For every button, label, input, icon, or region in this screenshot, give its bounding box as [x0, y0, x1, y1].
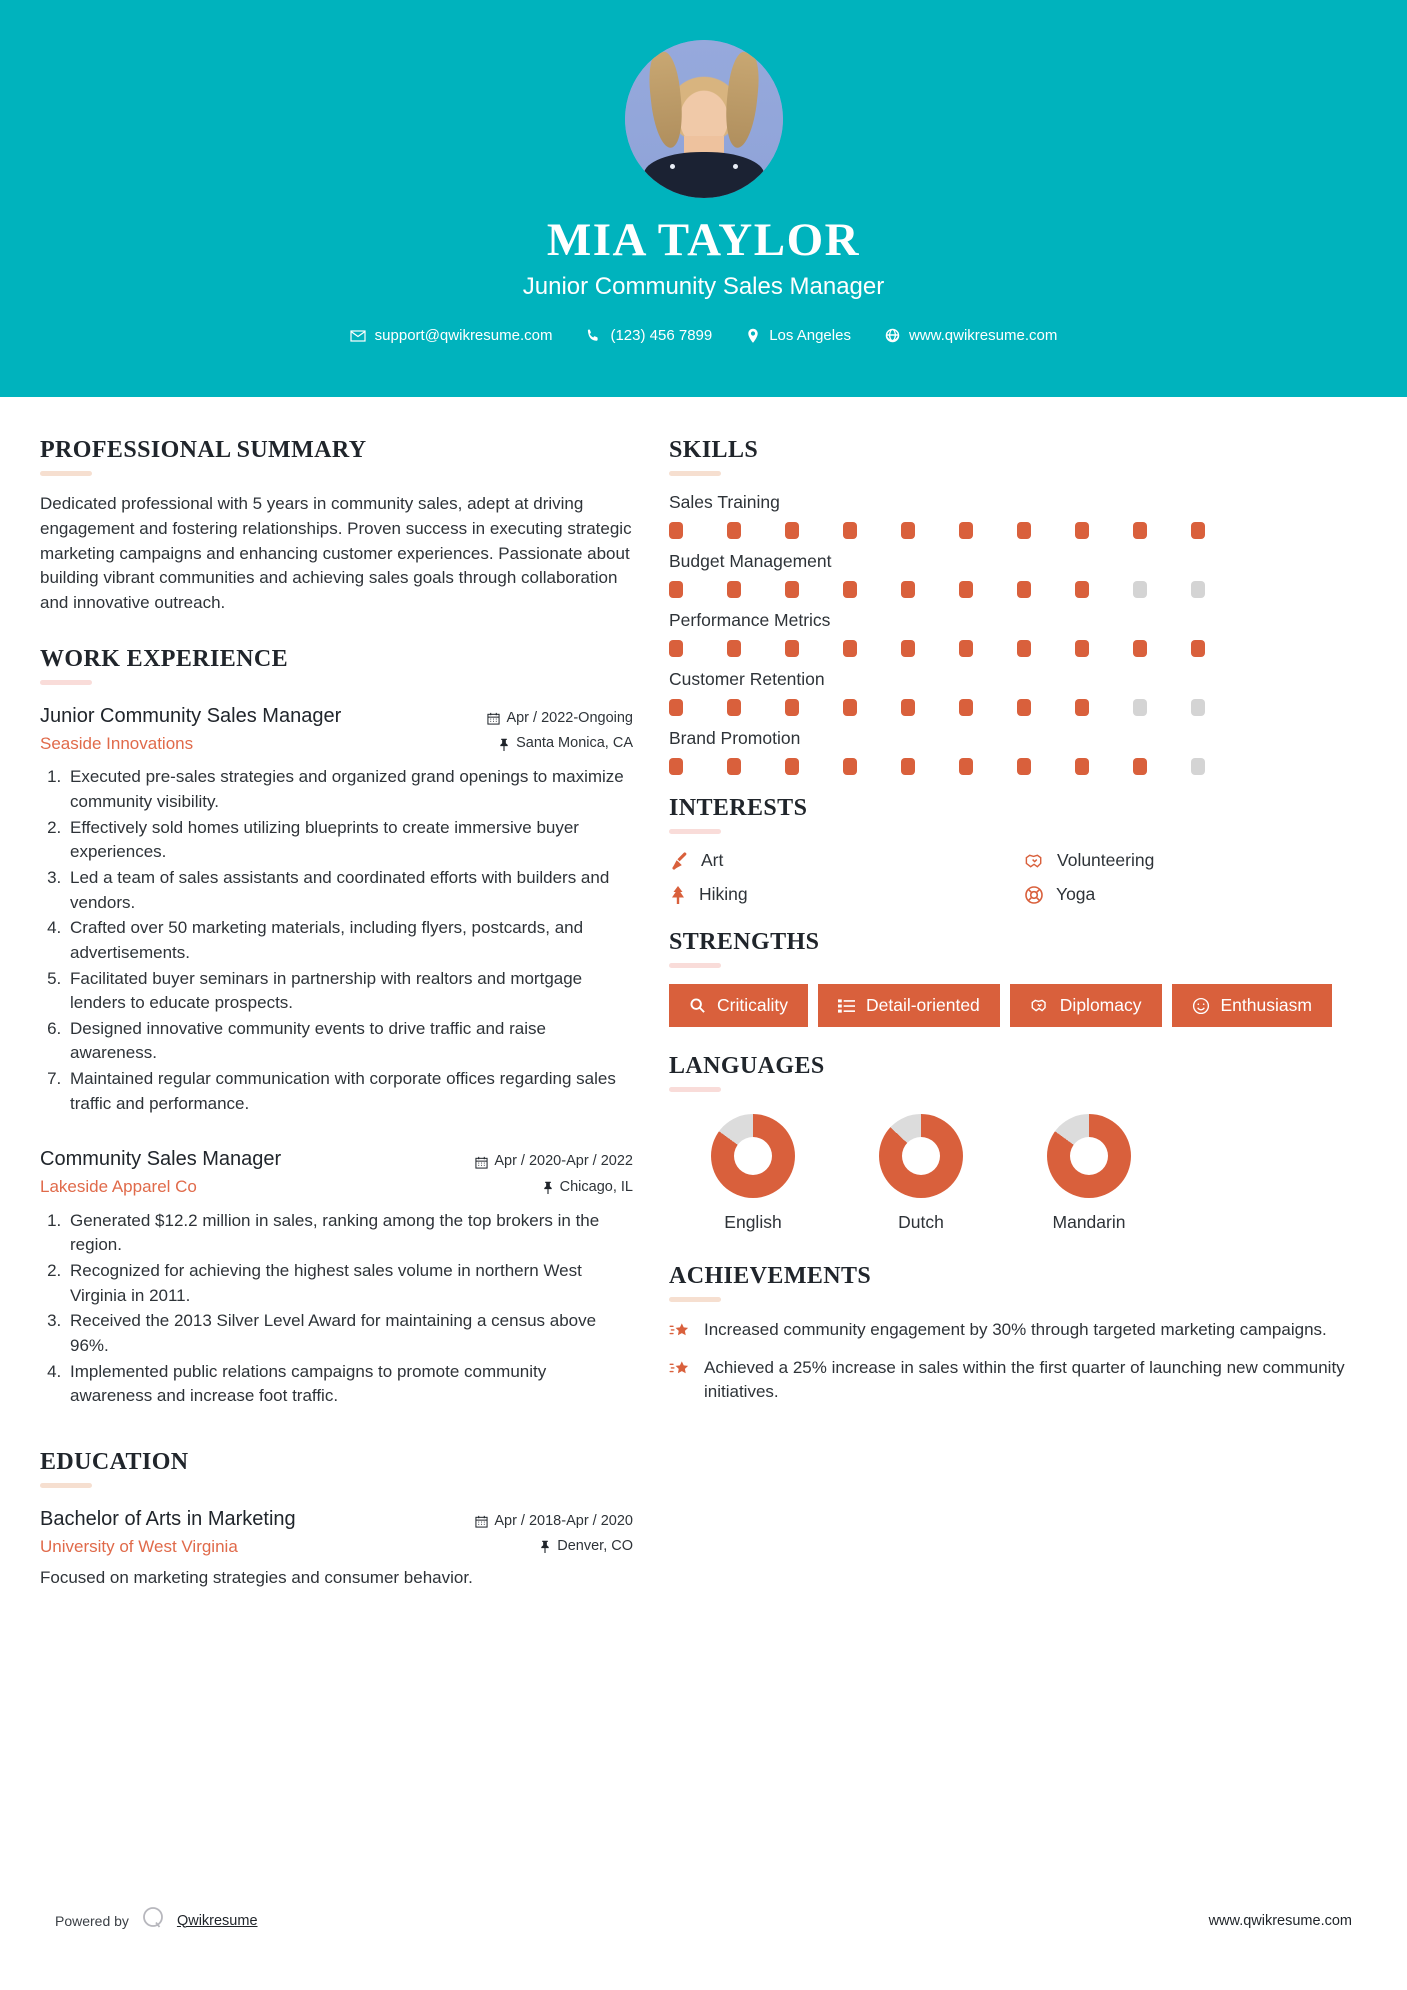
strength-tag-detail-oriented[interactable]	[818, 984, 1000, 1027]
skill-dot	[669, 640, 683, 657]
work-bullets	[40, 1209, 633, 1409]
achievement-item	[669, 1356, 1369, 1404]
strength-label: Diplomacy	[1059, 995, 1142, 1015]
education-dates-line	[475, 1509, 633, 1534]
skill-dot	[1075, 758, 1089, 775]
skill-dot	[785, 522, 799, 539]
skill-dot	[1133, 581, 1147, 598]
work-role: Community Sales Manager	[40, 1148, 282, 1171]
skill-dot	[727, 640, 741, 657]
skill-dot	[901, 699, 915, 716]
skill-item	[669, 669, 1369, 716]
section-title-languages: LANGUAGES	[669, 1053, 825, 1079]
skill-dot	[901, 758, 915, 775]
work-entry-meta	[487, 701, 633, 757]
handshake-icon	[1024, 851, 1045, 871]
education-note: Focused on marketing strategies and consumer behavior.	[40, 1568, 473, 1588]
strength-label: Criticality	[717, 995, 788, 1015]
skill-rating	[669, 522, 1369, 539]
work-bullet: 3. Led a team of sales assistants and coordinated efforts with builders and vendors.	[66, 866, 633, 915]
calendar-icon	[487, 712, 500, 725]
powered-by	[55, 1905, 258, 1936]
language-label: English	[724, 1212, 782, 1232]
section-achievements	[669, 1263, 1369, 1404]
language-item	[669, 1108, 837, 1233]
education-school: University of West Virginia	[40, 1536, 238, 1556]
education-entry	[40, 1504, 633, 1591]
skill-dot	[1017, 699, 1031, 716]
work-dates-line	[475, 1149, 633, 1174]
pushpin-icon	[539, 1540, 551, 1553]
skill-rating	[669, 581, 1369, 598]
summary-text: Dedicated professional with 5 years in community sales, adept at driving engagement and fostering relationships. Proven success in executing strategic marketing campaigns and enhancing customer experiences. Passionate about building vibrant communities and achieving sales goals through collaboration and innovative outreach.	[40, 494, 632, 613]
skill-dot	[669, 522, 683, 539]
skill-label: Sales Training	[669, 492, 780, 512]
language-donut	[1047, 1114, 1131, 1198]
section-title-education: EDUCATION	[40, 1448, 189, 1475]
right-column	[669, 437, 1369, 1418]
globe-icon	[885, 328, 900, 343]
language-item	[837, 1108, 1005, 1233]
work-bullet: 1. Generated $12.2 million in sales, ranking among the top brokers in the region.	[66, 1209, 633, 1258]
work-bullet: 6. Designed innovative community events to drive traffic and raise awareness.	[66, 1017, 633, 1066]
skill-dot	[1075, 699, 1089, 716]
work-entry	[40, 1144, 633, 1408]
work-location: Santa Monica, CA	[516, 735, 633, 752]
footer-url[interactable]: www.qwikresume.com	[1208, 1912, 1352, 1929]
skill-dot	[843, 522, 857, 539]
section-rule	[40, 471, 92, 476]
skill-item	[669, 610, 1369, 657]
skill-dot	[1017, 758, 1031, 775]
education-entry-header	[40, 1504, 633, 1560]
section-professional-summary	[40, 437, 633, 616]
star-burst-icon	[669, 1318, 691, 1342]
skill-dot	[1133, 522, 1147, 539]
map-pin-icon	[746, 328, 760, 344]
skill-dot	[1133, 640, 1147, 657]
skill-dot	[901, 522, 915, 539]
section-languages	[669, 1053, 1369, 1233]
strength-tag-enthusiasm[interactable]	[1172, 984, 1332, 1027]
skill-rating	[669, 758, 1369, 775]
skill-dot	[1191, 522, 1205, 539]
skill-dot	[1075, 581, 1089, 598]
skill-dot	[785, 699, 799, 716]
work-dates-line	[487, 706, 633, 731]
skill-dot	[785, 640, 799, 657]
skill-label: Customer Retention	[669, 669, 825, 689]
skill-dot	[1191, 699, 1205, 716]
work-entry-header	[40, 1144, 633, 1200]
calendar-icon	[475, 1515, 488, 1528]
language-donut	[711, 1114, 795, 1198]
skill-dot	[901, 640, 915, 657]
candidate-name: MIA TAYLOR	[546, 214, 861, 266]
interest-item	[669, 850, 1014, 871]
strengths-tags	[669, 984, 1369, 1027]
section-title-work: WORK EXPERIENCE	[40, 646, 289, 673]
languages-list	[669, 1108, 1369, 1233]
page-footer	[0, 1905, 1407, 1936]
interests-grid	[669, 850, 1369, 905]
interest-label: Yoga	[1056, 884, 1096, 904]
skill-rating	[669, 640, 1369, 657]
section-education	[40, 1449, 633, 1591]
paintbrush-icon	[669, 851, 689, 871]
skill-dot	[843, 758, 857, 775]
skill-dot	[785, 758, 799, 775]
skill-item	[669, 728, 1369, 775]
smiley-icon	[1192, 997, 1210, 1015]
tree-icon	[669, 885, 687, 905]
language-label: Mandarin	[1052, 1212, 1126, 1232]
work-bullets	[40, 765, 633, 1116]
work-bullet: 4. Implemented public relations campaigns to promote community awareness and increase foot traffic.	[66, 1360, 633, 1409]
skill-dot	[1017, 522, 1031, 539]
work-entry-main	[40, 1144, 475, 1200]
skill-dot	[1017, 581, 1031, 598]
contact-email[interactable]	[333, 327, 570, 344]
education-entry-meta	[475, 1504, 633, 1560]
work-location: Chicago, IL	[559, 1178, 633, 1195]
skill-dot	[1075, 522, 1089, 539]
contact-website[interactable]	[868, 327, 1074, 344]
interest-label: Volunteering	[1057, 850, 1155, 870]
skill-dot	[959, 581, 973, 598]
skill-rating	[669, 699, 1369, 716]
candidate-job-title: Junior Community Sales Manager	[522, 273, 885, 301]
contact-phone-text: (123) 456 7899	[610, 327, 713, 345]
work-organization: Lakeside Apparel Co	[40, 1177, 197, 1197]
skill-dot	[727, 522, 741, 539]
section-title-strengths: STRENGTHS	[669, 929, 820, 955]
work-entry	[40, 701, 633, 1116]
skill-dot	[727, 581, 741, 598]
section-rule	[669, 1297, 721, 1302]
section-strengths	[669, 929, 1369, 1027]
interest-item	[1024, 850, 1369, 871]
work-bullet: 7. Maintained regular communication with corporate offices regarding sales traffic and performance.	[66, 1067, 633, 1116]
left-column	[40, 437, 633, 1591]
work-organization: Seaside Innovations	[40, 734, 194, 754]
section-title-skills: SKILLS	[669, 437, 759, 463]
interest-label: Art	[701, 850, 724, 870]
section-rule	[669, 963, 721, 968]
interest-label: Hiking	[699, 884, 748, 904]
language-item	[1005, 1108, 1173, 1233]
work-entry-meta	[475, 1144, 633, 1200]
powered-label: Powered by	[55, 1912, 129, 1929]
skill-dot	[843, 581, 857, 598]
skill-dot	[1191, 758, 1205, 775]
skill-dot	[1075, 640, 1089, 657]
skill-dot	[727, 758, 741, 775]
strength-tag-diplomacy[interactable]	[1010, 984, 1162, 1027]
section-rule	[40, 1483, 92, 1488]
powered-brand[interactable]: Qwikresume	[176, 1912, 258, 1929]
skill-dot	[1017, 640, 1031, 657]
interest-item	[1024, 884, 1369, 905]
skill-dot	[1133, 699, 1147, 716]
resume-body	[0, 397, 1407, 1591]
qwikresume-logo-icon	[140, 1905, 166, 1936]
resume-header	[0, 0, 1407, 397]
education-dates: Apr / 2018-Apr / 2020	[494, 1512, 633, 1529]
contact-location-text: Los Angeles	[769, 327, 851, 345]
language-label: Dutch	[898, 1212, 944, 1232]
section-title-summary: PROFESSIONAL SUMMARY	[40, 437, 367, 463]
section-title-interests: INTERESTS	[669, 795, 808, 821]
lifebuoy-icon	[1024, 885, 1044, 905]
list-icon	[838, 998, 855, 1014]
education-location: Denver, CO	[557, 1538, 633, 1555]
work-bullet: 4. Crafted over 50 marketing materials, including flyers, postcards, and advertisements.	[66, 916, 633, 965]
achievement-item	[669, 1318, 1369, 1342]
work-location-line	[487, 731, 633, 756]
work-location-line	[475, 1175, 633, 1200]
strength-label: Detail-oriented	[865, 995, 980, 1015]
section-rule	[669, 1087, 721, 1092]
skill-dot	[959, 758, 973, 775]
education-location-line	[475, 1534, 633, 1559]
contact-email-text: support@qwikresume.com	[374, 327, 553, 345]
skill-dot	[785, 581, 799, 598]
skill-item	[669, 492, 1369, 539]
section-skills	[669, 437, 1369, 775]
strength-tag-criticality[interactable]	[669, 984, 808, 1027]
work-entry-main	[40, 701, 487, 757]
skill-dot	[669, 758, 683, 775]
work-bullet: 5. Facilitated buyer seminars in partnership with realtors and mortgage lenders to educate prospects.	[66, 967, 633, 1016]
work-bullet: 2. Recognized for achieving the highest sales volume in northern West Virginia in 2011.	[66, 1259, 633, 1308]
magnifier-icon	[689, 997, 706, 1014]
section-rule	[669, 471, 721, 476]
skill-dot	[959, 699, 973, 716]
education-degree: Bachelor of Arts in Marketing	[40, 1507, 296, 1530]
skill-dot	[843, 699, 857, 716]
skill-dot	[1133, 758, 1147, 775]
skill-dot	[669, 699, 683, 716]
work-role: Junior Community Sales Manager	[40, 705, 342, 728]
education-entry-main	[40, 1504, 475, 1560]
handshake-icon	[1030, 997, 1049, 1014]
skill-label: Performance Metrics	[669, 610, 831, 630]
section-title-achievements: ACHIEVEMENTS	[669, 1263, 872, 1289]
pushpin-icon	[498, 738, 510, 751]
skill-dot	[843, 640, 857, 657]
section-rule	[669, 829, 721, 834]
star-burst-icon	[669, 1356, 691, 1380]
section-interests	[669, 795, 1369, 905]
skill-dot	[959, 640, 973, 657]
work-dates: Apr / 2022-Ongoing	[506, 710, 633, 727]
work-bullet: 1. Executed pre-sales strategies and organized grand openings to maximize community visibility.	[66, 765, 633, 814]
skill-dot	[1191, 581, 1205, 598]
contact-website-text: www.qwikresume.com	[908, 327, 1058, 345]
calendar-icon	[475, 1156, 488, 1169]
avatar	[625, 40, 783, 198]
language-donut	[879, 1114, 963, 1198]
skill-dot	[669, 581, 683, 598]
achievement-text: Achieved a 25% increase in sales within the first quarter of launching new community initiatives.	[704, 1358, 1345, 1402]
section-rule	[40, 680, 92, 685]
interest-item	[669, 884, 1014, 905]
work-entry-header	[40, 701, 633, 757]
skill-dot	[959, 522, 973, 539]
achievement-text: Increased community engagement by 30% through targeted marketing campaigns.	[704, 1320, 1327, 1339]
work-dates: Apr / 2020-Apr / 2022	[494, 1153, 633, 1170]
avatar-torso	[644, 152, 764, 198]
skill-item	[669, 551, 1369, 598]
phone-icon	[586, 328, 601, 343]
contact-location[interactable]	[729, 327, 868, 344]
skill-dot	[901, 581, 915, 598]
skill-dot	[727, 699, 741, 716]
envelope-icon	[350, 328, 366, 344]
contact-phone[interactable]	[569, 327, 729, 344]
contact-row	[0, 327, 1407, 344]
section-work-experience	[40, 646, 633, 1409]
work-bullet: 3. Received the 2013 Silver Level Award for maintaining a census above 96%.	[66, 1309, 633, 1358]
skill-dot	[1191, 640, 1205, 657]
skill-label: Budget Management	[669, 551, 832, 571]
work-bullet: 2. Effectively sold homes utilizing blueprints to create immersive buyer experiences.	[66, 816, 633, 865]
skill-label: Brand Promotion	[669, 728, 801, 748]
pushpin-icon	[542, 1181, 554, 1194]
skills-list	[669, 492, 1369, 775]
strength-label: Enthusiasm	[1220, 995, 1312, 1015]
